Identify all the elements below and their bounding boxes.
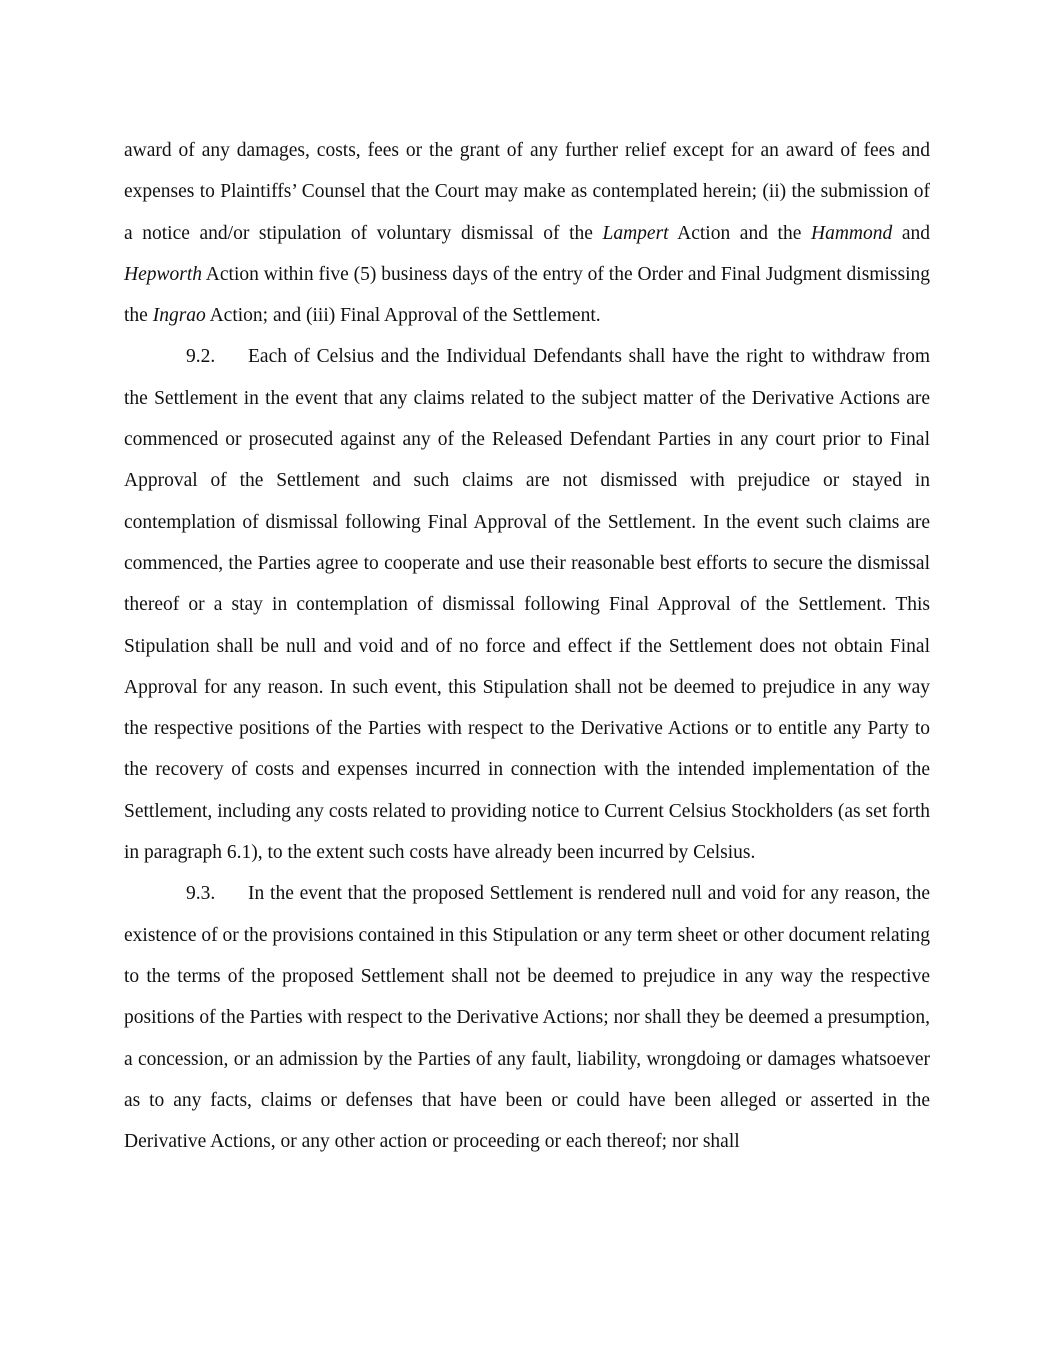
section-number: 9.3. [186,883,216,905]
paragraph-text: award of any damages, costs, fees or the grant of any further relief except for an award of fees and expenses to Plaintiffs’ Counsel that the Court may make as contemplated herein; (ii) the submission of a notice and/or stipulation of voluntary dismissal of the [124,140,930,244]
paragraph-text: Action; and (iii) Final Approval of the Settlement. [205,305,601,327]
paragraph-9-2 [124,336,930,873]
case-name-hepworth: Hepworth [124,263,202,285]
paragraph-text: In the event that the proposed Settlement is rendered null and void for any reason, the existence of or the provisions contained in this Stipulation or any term sheet or other document relating to the terms of the proposed Settlement shall not be deemed to prejudice in any way the respective positions of the Parties with respect to the Derivative Actions; nor shall they be deemed a presumption, a concession, or an admission by the Parties of any fault, liability, wrongdoing or damages whatsoever as to any facts, claims or defenses that have been or could have been alleged or asserted in the Derivative Actions, or any other action or proceeding or each thereof; nor shall [124,883,930,1153]
document-page [124,130,930,1162]
paragraph-text: Action within five (5) business days of the entry of the Order and Final Judgment dismissing the [124,263,930,327]
case-name-lampert: Lampert [602,222,669,244]
case-name-hammond: Hammond [810,222,893,244]
case-name-ingrao: Ingrao [152,305,206,327]
paragraph-text: and [892,222,930,244]
paragraph-text: Each of Celsius and the Individual Defendants shall have the right to withdraw from the Settlement in the event that any claims related to the subject matter of the Derivative Actions are commenced or prosecuted against any of the Released Defendant Parties in any court prior to Final Approval of the Settlement and such claims are not dismissed with prejudice or stayed in contemplation of dismissal following Final Approval of the Settlement. In the event such claims are commenced, the Parties agree to cooperate and use their reasonable best efforts to secure the dismissal thereof or a stay in contemplation of dismissal following Final Approval of the Settlement. This Stipulation shall be null and void and of no force and effect if the Settlement does not obtain Final Approval for any reason. In such event, this Stipulation shall not be deemed to prejudice in any way the respective positions of the Parties with respect to the Derivative Actions or to entitle any Party to the recovery of costs and expenses incurred in connection with the intended implementation of the Settlement, including any costs related to providing notice to Current Celsius Stockholders (as set forth in paragraph 6.1), to the extent such costs have already been incurred by Celsius. [124,346,930,864]
section-number: 9.2. [186,346,216,368]
paragraph-text: Action and the [668,222,811,244]
paragraph-continuation [124,130,930,336]
paragraph-9-3 [124,873,930,1162]
